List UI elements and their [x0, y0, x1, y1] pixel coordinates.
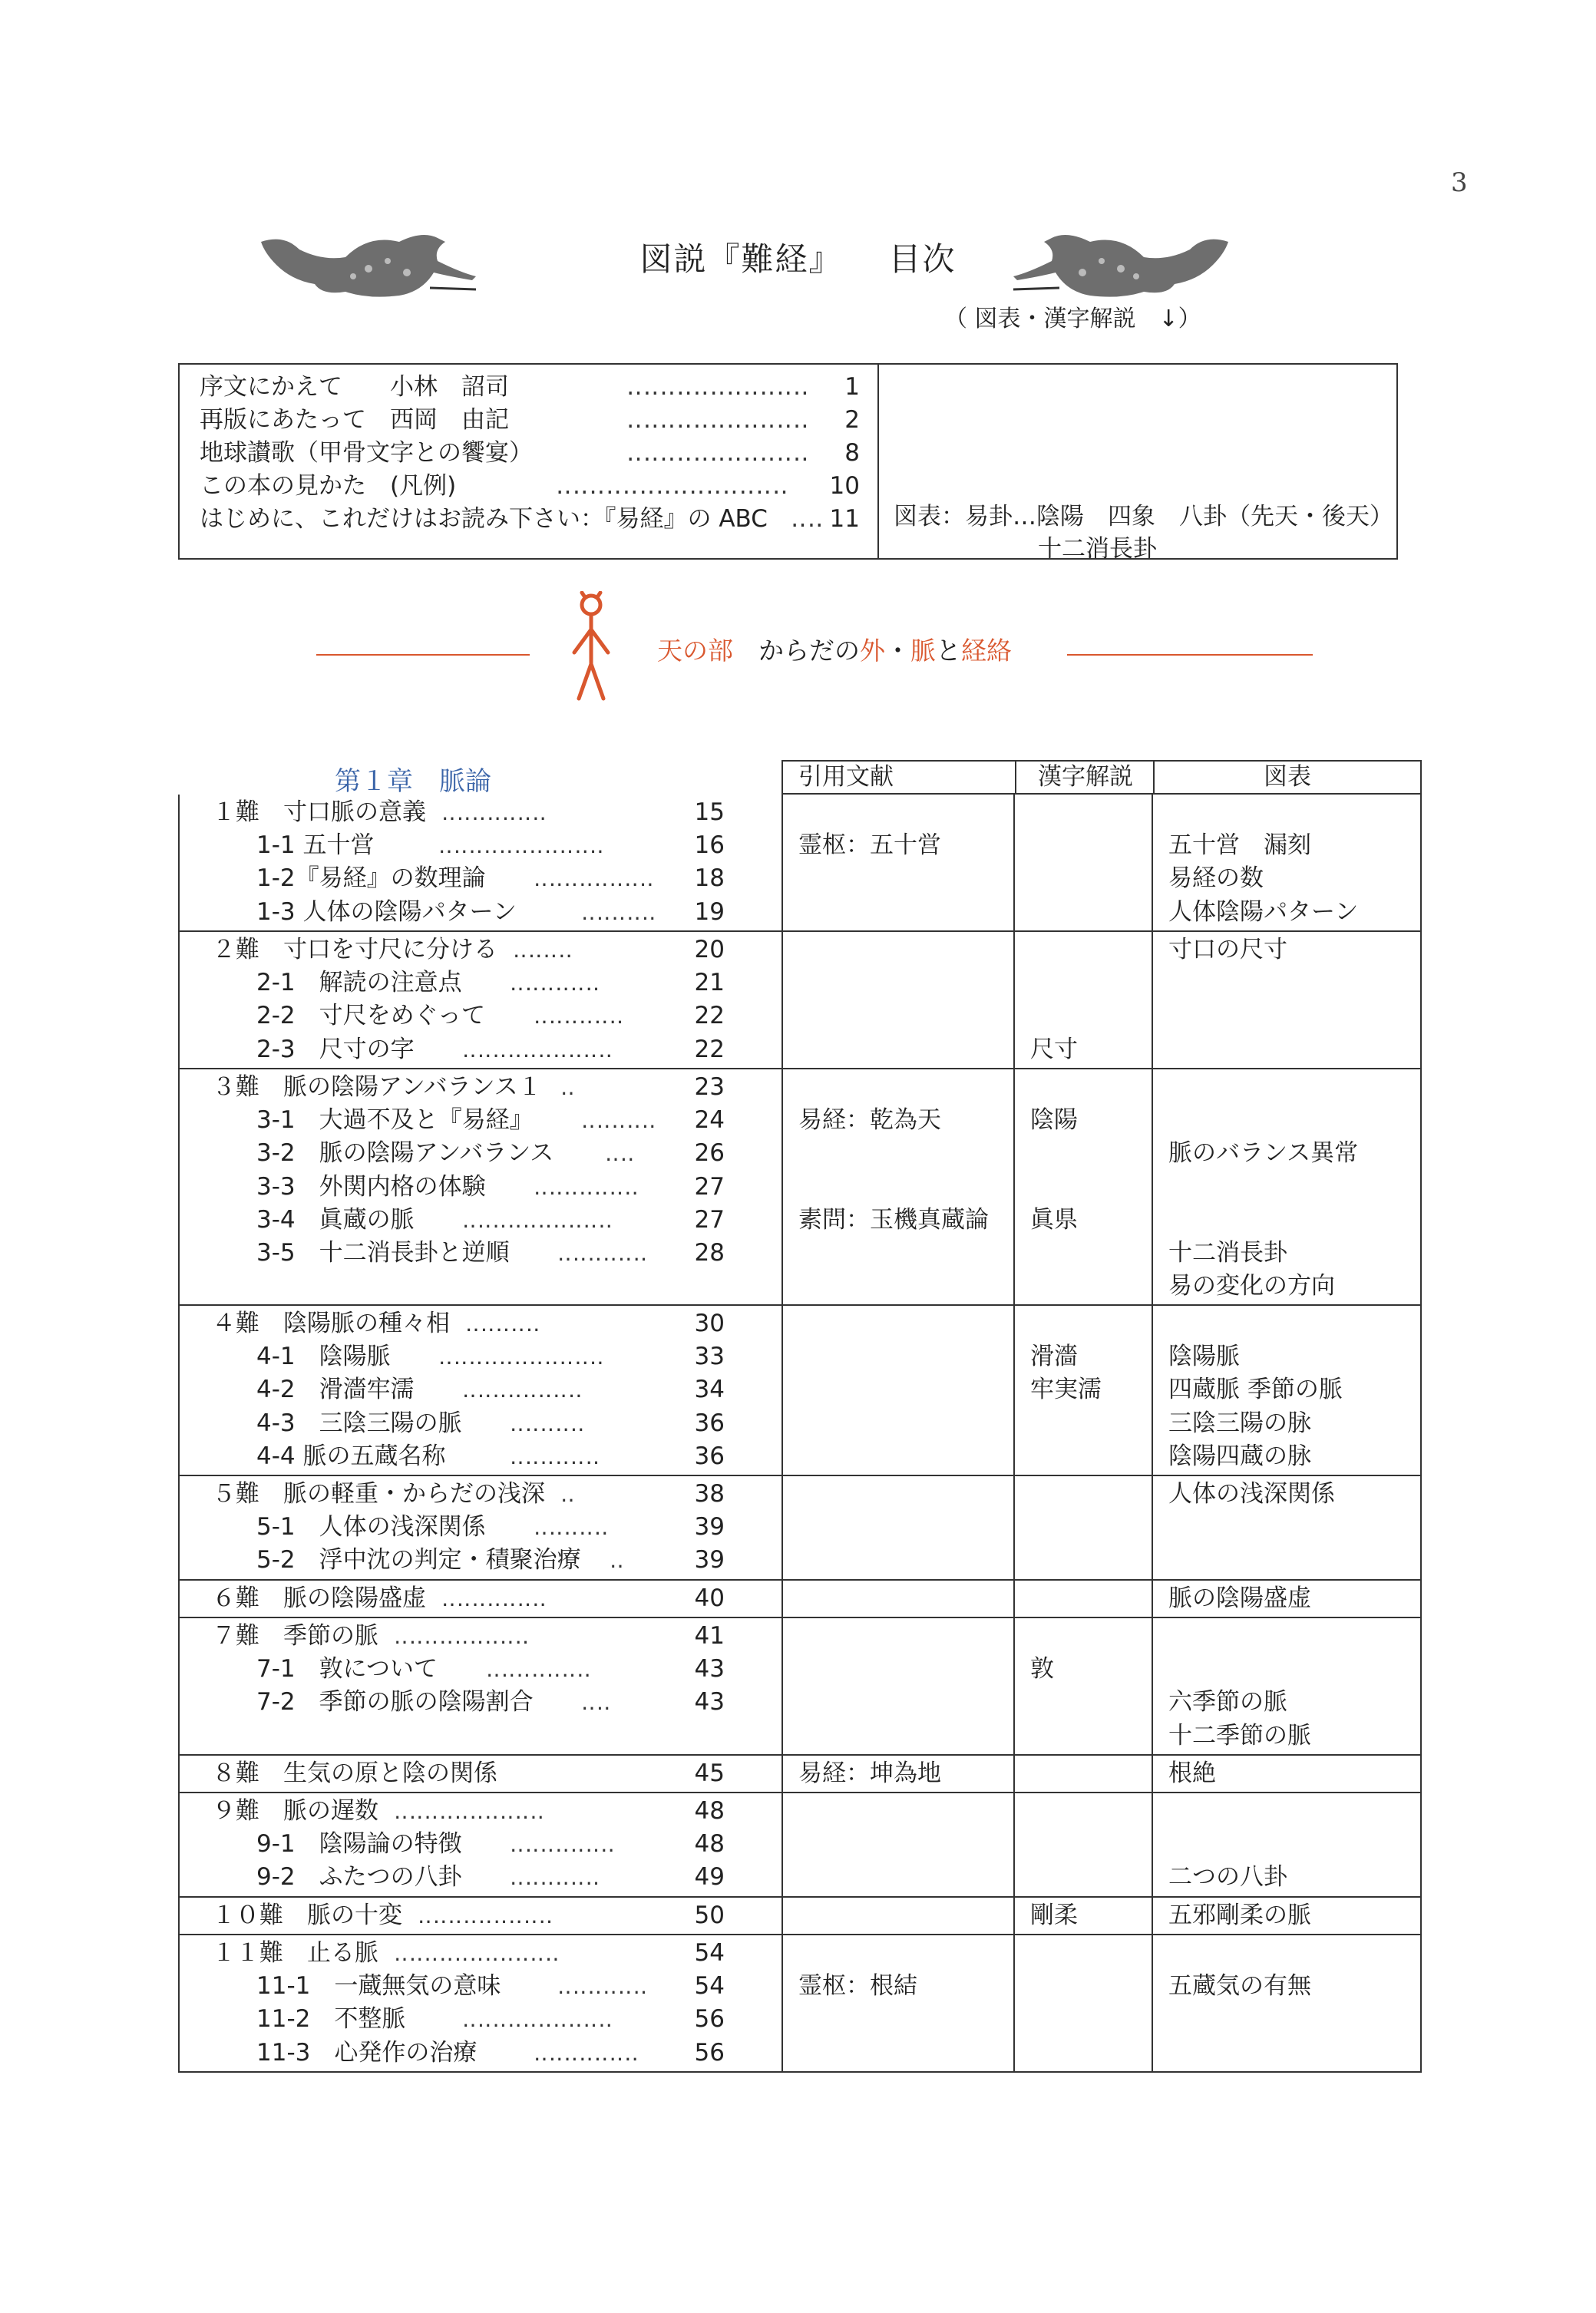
figure-cell: 脈のバランス異常 [1168, 1139, 1359, 1167]
toc-table [178, 760, 1422, 2067]
front-figures-line1: 図表：易卦…陰陽 四象 八卦（先天・後天） [894, 503, 1393, 530]
page-ref: 48 [694, 1830, 725, 1858]
subsection-title: 4-3 三陰三陽の脈 [256, 1409, 462, 1437]
kanji-cell: 尺寸 [1030, 1036, 1078, 1063]
nan-title: ３難 脈の陰陽アンバランス１ [212, 1073, 542, 1101]
section-rule-right [1067, 654, 1313, 656]
section-rule-left [316, 654, 530, 656]
figure-cell: 根絶 [1168, 1760, 1216, 1787]
nan-title: ２難 寸口を寸尺に分ける [212, 936, 497, 963]
subsection-title: 1-1 五十営 [256, 831, 375, 859]
figure-cell: 易の変化の方向 [1168, 1272, 1335, 1300]
leader-dots: ‥‥‥‥‥ [534, 1515, 610, 1540]
page-ref: 33 [694, 1343, 725, 1370]
leader-dots: ‥‥‥‥‥‥‥‥‥ [418, 1903, 554, 1928]
subsection-title: 2-2 寸尺をめぐって [256, 1002, 486, 1029]
toc-group [178, 1618, 1422, 1756]
leader-dots: ‥ [560, 1075, 576, 1100]
leader-dots: ‥‥‥‥‥‥‥ [534, 1175, 639, 1200]
reference-cell: 霊枢：根結 [798, 1972, 917, 2000]
kanji-cell: 敦 [1030, 1655, 1054, 1683]
figure-cell: 寸口の尺寸 [1168, 936, 1287, 963]
page-ref: 43 [694, 1688, 725, 1716]
front-matter-box [178, 363, 1398, 563]
subsection-title: 3-1 大過不及と『易経』 [256, 1106, 534, 1134]
toc-group [178, 1476, 1422, 1581]
page-ref: 54 [694, 1939, 725, 1967]
leader-dots: ‥‥‥‥‥‥ [510, 970, 601, 996]
section-text-2: 外 [860, 636, 885, 666]
subtitle: （ 図表・漢字解説 ↓） [944, 306, 1201, 332]
toc-group [178, 932, 1422, 1069]
figure-cell: 二つの八卦 [1168, 1863, 1287, 1891]
figure-cell: 人体の浅深関係 [1168, 1480, 1335, 1508]
page-ref: 18 [694, 864, 725, 892]
page-ref: 49 [694, 1863, 725, 1891]
figure-cell: 三陰三陽の脉 [1168, 1409, 1311, 1437]
subsection-title: 2-1 解読の注意点 [256, 969, 462, 996]
leader-dots: ‥ [610, 1548, 625, 1573]
page-ref: 22 [694, 1036, 725, 1063]
leader-dots: ‥‥‥‥‥‥‥‥‥‥ [462, 1037, 613, 1062]
leader-dots: ‥ [560, 1482, 576, 1507]
toc-group [178, 1898, 1422, 1935]
subsection-title: 1-2『易経』の数理論 [256, 864, 486, 892]
leader-dots: ‥‥‥‥‥‥‥ [510, 1832, 616, 1857]
front-matter-title: はじめに、これだけはお読み下さい：『易経』の ABC [200, 505, 768, 533]
leader-dots: ‥‥‥‥‥ [510, 1411, 586, 1436]
subsection-title: 9-1 陰陽論の特徴 [256, 1830, 462, 1858]
leader-dots: ‥‥ [605, 1141, 636, 1166]
subsection-title: 3-3 外関内格の体験 [256, 1173, 486, 1201]
page-ref: 43 [694, 1655, 725, 1683]
page-ref: 34 [694, 1376, 725, 1403]
nan-title: １難 寸口脈の意義 [212, 798, 426, 826]
toc-group [178, 1581, 1422, 1618]
front-matter-title: 地球讃歌（甲骨文字との饗宴） [200, 439, 533, 467]
leader-dots: ‥‥‥‥‥‥‥‥‥‥‥ [394, 1941, 560, 1966]
figure-cell: 十二季節の脈 [1168, 1722, 1311, 1750]
title-main: 図説『難経』 [639, 240, 843, 278]
figure-cell: 人体陰陽パターン [1168, 898, 1359, 926]
page-ref: 22 [694, 1002, 725, 1029]
page-ref: 16 [694, 831, 725, 859]
page-ref: 30 [694, 1310, 725, 1337]
leader-dots: ‥‥‥‥‥‥‥‥ [534, 866, 655, 891]
page-ref: 26 [694, 1139, 725, 1167]
front-matter-title: この本の見かた (凡例) [200, 472, 457, 500]
front-matter-page: 1 [844, 373, 860, 401]
front-figures-line2: 十二消長卦 [1038, 535, 1157, 563]
page-ref: 39 [694, 1546, 725, 1574]
kanji-cell: 眞県 [1030, 1206, 1078, 1234]
kanji-cell: 陰陽 [1030, 1106, 1078, 1134]
leader-dots: ‥‥‥‥‥‥‥‥‥‥ [462, 1208, 613, 1233]
subsection-title: 7-2 季節の脈の陰陽割合 [256, 1688, 534, 1716]
nan-title: ９難 脈の遅数 [212, 1797, 378, 1825]
toc-group [178, 1756, 1422, 1793]
page-ref: 28 [694, 1239, 725, 1267]
subsection-title: 11-3 心発作の治療 [256, 2039, 477, 2067]
leader-dots: ‥‥‥‥‥‥ [510, 1865, 601, 1890]
figure-cell: 陰陽四蔵の脉 [1168, 1442, 1311, 1470]
header-figs: 図表 [1264, 763, 1311, 791]
leader-dots: ‥‥‥‥‥‥‥‥‥‥‥ [438, 833, 605, 858]
subsection-title: 1-3 人体の陰陽パターン [256, 898, 517, 926]
page-ref: 38 [694, 1480, 725, 1508]
front-matter-page: 10 [829, 472, 860, 500]
leader-dots: ‥‥‥‥‥‥‥‥‥ [394, 1624, 530, 1649]
nan-title: ４難 陰陽脈の種々相 [212, 1310, 450, 1337]
subsection-title: 4-1 陰陽脈 [256, 1343, 391, 1370]
front-matter-page: 2 [844, 406, 860, 434]
page-ref: 27 [694, 1173, 725, 1201]
subsection-title: 11-2 不整脈 [256, 2005, 406, 2033]
front-matter-item [200, 503, 875, 536]
nan-title: ７難 季節の脈 [212, 1622, 378, 1650]
section-text-6: 経絡 [961, 636, 1012, 666]
leader-dots: ‥‥‥‥‥ [581, 1108, 657, 1133]
toc-group [178, 1069, 1422, 1306]
figure-cell: 六季節の脈 [1168, 1688, 1287, 1716]
subsection-title: 4-4 脈の五蔵名称 [256, 1442, 446, 1470]
page-title [0, 234, 1596, 280]
front-matter-item [200, 470, 875, 503]
header-refs: 引用文献 [798, 763, 894, 791]
figure-cell: 五蔵気の有無 [1168, 1972, 1311, 2000]
subsection-title: 5-2 浮中沈の判定・積聚治療 [256, 1546, 581, 1574]
front-matter-item [200, 404, 875, 437]
front-matter-dots: ‥‥ [791, 505, 824, 533]
page-ref: 54 [694, 1972, 725, 2000]
front-matter-item [200, 437, 875, 470]
figure-cell: 五十営 漏刻 [1168, 831, 1311, 859]
header-kanji: 漢字解説 [1038, 763, 1133, 791]
leader-dots: ‥‥‥‥‥‥ [557, 1241, 649, 1266]
leader-dots: ‥‥‥‥‥‥‥ [441, 1586, 547, 1611]
leader-dots: ‥‥‥‥‥‥‥‥‥‥ [394, 1799, 545, 1824]
page-ref: 21 [694, 969, 725, 996]
subsection-title: 5-1 人体の浅深関係 [256, 1513, 486, 1541]
figure-cell: 四蔵脈 季節の脈 [1168, 1376, 1343, 1403]
page-ref: 41 [694, 1622, 725, 1650]
page-ref: 20 [694, 936, 725, 963]
chapter-title: 第１章 脈論 [335, 766, 491, 797]
leader-dots: ‥‥‥‥‥‥ [557, 1974, 649, 1999]
page-ref: 19 [694, 898, 725, 926]
section-text-1: からだの [758, 636, 860, 666]
nan-title: ８難 生気の原と陰の関係 [212, 1760, 497, 1787]
nan-title: １１難 止る脈 [212, 1939, 378, 1967]
page-ref: 56 [694, 2005, 725, 2033]
nan-title: ５難 脈の軽重・からだの浅深 [212, 1480, 545, 1508]
section-text-4: 脈 [910, 636, 936, 666]
front-matter-dots: ‥‥‥‥‥‥‥‥‥‥‥ [626, 406, 810, 434]
subsection-title: 7-1 敦について [256, 1655, 438, 1683]
leader-dots: ‥‥‥‥‥ [465, 1311, 541, 1337]
stick-figure-icon [568, 591, 614, 706]
subsection-title: 11-1 一蔵無気の意味 [256, 1972, 501, 2000]
front-matter-dots: ‥‥‥‥‥‥‥‥‥‥‥ [626, 439, 810, 467]
nan-title: ６難 脈の陰陽盛虚 [212, 1584, 426, 1612]
figure-cell: 陰陽脈 [1168, 1343, 1240, 1370]
table-header [781, 760, 1422, 795]
page-ref: 50 [694, 1902, 725, 1929]
title-suffix: 目次 [888, 240, 957, 278]
front-matter-item [200, 371, 875, 404]
subsection-title: 3-4 眞蔵の脈 [256, 1206, 415, 1234]
section-text-3: ・ [885, 636, 910, 666]
toc-group [178, 1935, 1422, 2073]
reference-cell: 易経：乾為天 [798, 1106, 941, 1134]
leader-dots: ‥‥‥‥‥‥‥ [486, 1657, 592, 1682]
page-ref: 56 [694, 2039, 725, 2067]
subsection-title: 2-3 尺寸の字 [256, 1036, 415, 1063]
page-ref: 36 [694, 1442, 725, 1470]
reference-cell: 易経：坤為地 [798, 1760, 941, 1787]
kanji-cell: 牢実濡 [1030, 1376, 1102, 1403]
front-matter-dots: ‥‥‥‥‥‥‥‥‥‥‥‥‥‥ [556, 472, 789, 500]
leader-dots: ‥‥‥‥‥‥‥‥‥‥‥ [438, 1344, 605, 1370]
figure-cell: 十二消長卦 [1168, 1239, 1287, 1267]
subsection-title: 3-5 十二消長卦と逆順 [256, 1239, 510, 1267]
front-matter-page: 8 [844, 439, 860, 467]
reference-cell: 霊枢：五十営 [798, 831, 941, 859]
front-matter-page: 11 [829, 505, 860, 533]
page-ref: 40 [694, 1584, 725, 1612]
front-matter-title: 序文にかえて 小林 詔司 [200, 373, 509, 401]
page-ref: 39 [694, 1513, 725, 1541]
toc-group [178, 1306, 1422, 1476]
front-matter-divider [877, 365, 879, 558]
leader-dots: ‥‥‥‥‥‥‥ [441, 800, 547, 825]
front-matter-dots: ‥‥‥‥‥‥‥‥‥‥‥ [626, 373, 810, 401]
figure-cell: 易経の数 [1168, 864, 1264, 892]
nan-title: １０難 脈の十変 [212, 1902, 402, 1929]
figure-cell: 五邪剛柔の脈 [1168, 1902, 1311, 1929]
figure-cell: 脈の陰陽盛虚 [1168, 1584, 1311, 1612]
leader-dots: ‥‥ [581, 1690, 612, 1715]
subsection-title: 3-2 脈の陰陽アンバランス [256, 1139, 554, 1167]
section-part: 天の部 [657, 636, 733, 666]
page-ref: 48 [694, 1797, 725, 1825]
front-matter-title: 再版にあたって 西岡 由記 [200, 406, 509, 434]
leader-dots: ‥‥‥‥‥‥ [510, 1444, 601, 1469]
leader-dots: ‥‥‥‥‥‥‥‥ [462, 1377, 583, 1403]
page-ref: 36 [694, 1409, 725, 1437]
reference-cell: 素問：玉機真蔵論 [798, 1206, 989, 1234]
section-title [657, 631, 1012, 667]
section-text-5: と [936, 636, 961, 666]
leader-dots: ‥‥‥‥‥‥ [534, 1003, 625, 1029]
page-ref: 15 [694, 798, 725, 826]
leader-dots: ‥‥‥‥‥‥‥‥‥‥ [462, 2007, 613, 2032]
page-ref: 27 [694, 1206, 725, 1234]
leader-dots: ‥‥‥‥ [513, 937, 573, 963]
page-ref: 23 [694, 1073, 725, 1101]
page-ref: 45 [694, 1760, 725, 1787]
toc-group [178, 1793, 1422, 1898]
page-ref: 24 [694, 1106, 725, 1134]
page-number: 3 [1451, 167, 1468, 198]
toc-group [178, 795, 1422, 932]
leader-dots: ‥‥‥‥‥‥‥ [534, 2040, 639, 2066]
leader-dots: ‥‥‥‥‥ [581, 900, 657, 925]
subsection-title: 9-2 ふたつの八卦 [256, 1863, 462, 1891]
subsection-title: 4-2 滑濇牢濡 [256, 1376, 415, 1403]
kanji-cell: 滑濇 [1030, 1343, 1078, 1370]
kanji-cell: 剛柔 [1030, 1902, 1078, 1929]
